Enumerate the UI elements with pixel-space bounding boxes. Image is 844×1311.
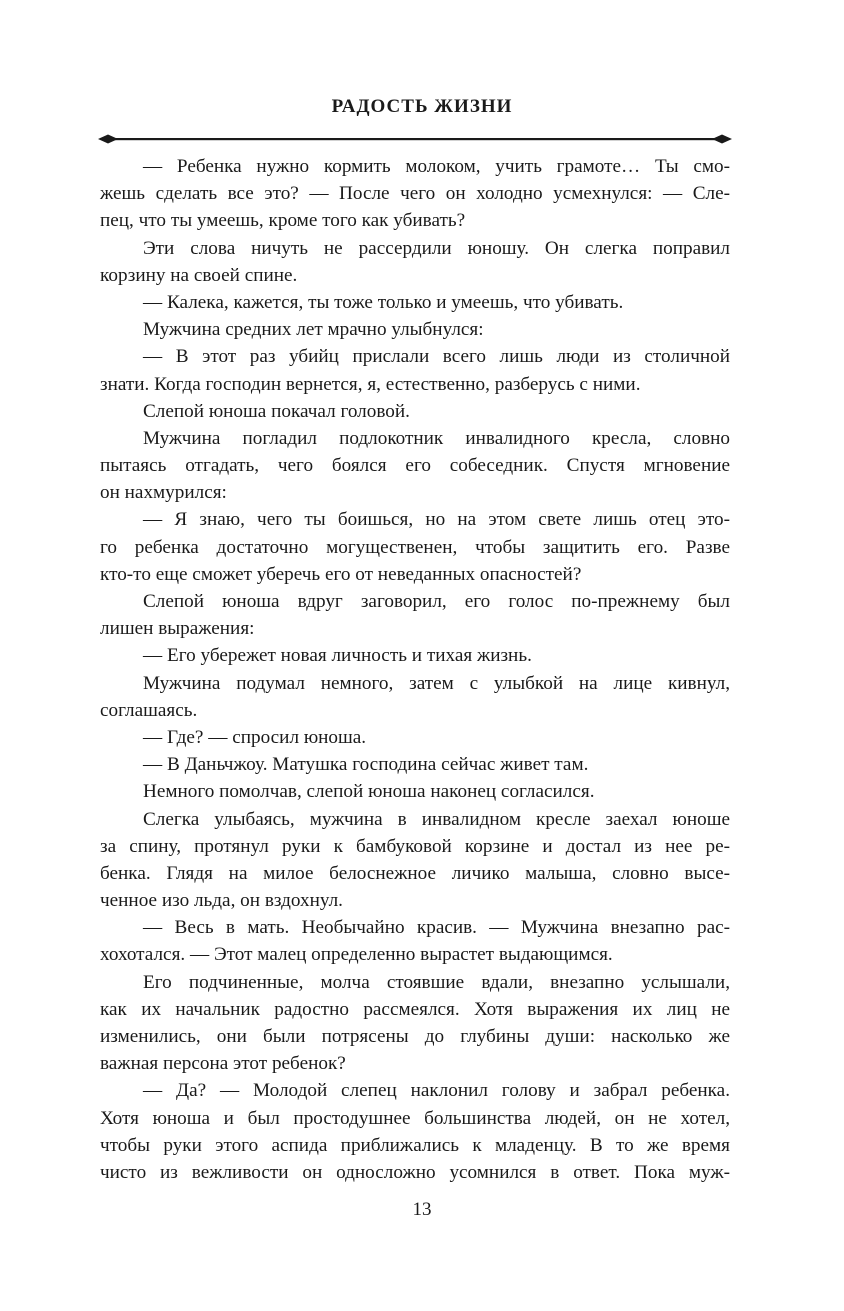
text-line: — В Даньчжоу. Матушка господина сейчас живет там.	[143, 754, 589, 776]
body-text	[100, 153, 730, 1186]
rule-left-ornament	[98, 135, 118, 144]
text-line: Слепой юноша вдруг заговорил, его голос по-прежнему был	[143, 591, 730, 612]
text-line: Мужчина средних лет мрачно улыбнулся:	[143, 319, 484, 341]
text-line: знати. Когда господин вернется, я, естественно, разберусь с ними.	[100, 373, 641, 395]
text-line: за спину, протянул руки к бамбуковой корзине и достал из нее ре-	[100, 835, 730, 857]
text-line: жешь сделать все это? — После чего он холодно усмехнулся: — Сле-	[100, 183, 730, 205]
text-line: — Калека, кажется, ты тоже только и умеешь, что убивать.	[143, 291, 624, 313]
text-line: — Я знаю, чего ты боишься, но на этом свете лишь отец это-	[143, 509, 730, 531]
text-line: Мужчина погладил подлокотник инвалидного кресла, словно	[143, 427, 730, 449]
text-line: пытаясь отгадать, чего боялся его собеседник. Спустя мгновение	[100, 455, 730, 477]
text-line: Мужчина подумал немного, затем с улыбкой на лице кивнул,	[143, 672, 730, 694]
text-line: чисто из вежливости он односложно усомнился в ответ. Пока муж-	[100, 1161, 730, 1183]
running-title: РАДОСТЬ ЖИЗНИ	[331, 96, 513, 117]
text-line: Слегка улыбаясь, мужчина в инвалидном кресле заехал юноше	[143, 808, 730, 830]
text-line: Слепой юноша покачал головой.	[143, 400, 410, 422]
text-line: Немного помолчав, слепой юноша наконец согласился.	[143, 781, 595, 803]
text-line: лишен выражения:	[100, 618, 255, 640]
text-line: Хотя юноша и был простодушнее большинства людей, он не хотел,	[100, 1107, 730, 1129]
rule-right-ornament	[712, 135, 732, 144]
text-line: — Где? — спросил юноша.	[143, 726, 367, 748]
text-line: изменились, они были потрясены до глубины души: насколько же	[100, 1026, 730, 1047]
text-line: соглашаясь.	[100, 699, 198, 721]
text-line: — В этот раз убийц прислали всего лишь люди из столичной	[143, 346, 730, 368]
text-line: — Ребенка нужно кормить молоком, учить грамоте… Ты смо-	[143, 156, 730, 177]
text-line: Его подчиненные, молча стоявшие вдали, внезапно услышали,	[143, 971, 730, 993]
text-line: — Весь в мать. Необычайно красив. — Мужчина внезапно рас-	[143, 917, 730, 939]
text-line: Эти слова ничуть не рассердили юношу. Он слегка поправил	[143, 237, 730, 259]
rule-line	[112, 138, 718, 140]
text-line: го ребенка достаточно могущественен, чтобы защитить его. Разве	[100, 536, 730, 558]
text-line: важная персона этот ребенок?	[100, 1053, 346, 1075]
text-line: как их начальник радостно рассмеялся. Хотя выражения их лиц не	[100, 998, 730, 1020]
page-number: 13	[412, 1199, 432, 1220]
text-line: ченное изо льда, он вздохнул.	[100, 890, 343, 912]
ornamental-rule	[98, 132, 732, 146]
text-line: хохотался. — Этот малец определенно вырастет выдающимся.	[100, 944, 613, 966]
text-line: кто-то еще сможет уберечь его от неведанных опасностей?	[100, 563, 582, 585]
text-line: — Его убережет новая личность и тихая жизнь.	[143, 645, 532, 667]
text-line: пец, что ты умеешь, кроме того как убивать?	[100, 210, 466, 232]
text-line: бенка. Глядя на милое белоснежное личико малыша, словно высе-	[100, 862, 730, 884]
text-line: корзину на своей спине.	[100, 264, 298, 286]
text-line: — Да? — Молодой слепец наклонил голову и забрал ребенка.	[143, 1080, 730, 1102]
text-line: чтобы руки этого аспида приближались к младенцу. В то же время	[100, 1134, 730, 1156]
text-line: он нахмурился:	[100, 482, 227, 504]
